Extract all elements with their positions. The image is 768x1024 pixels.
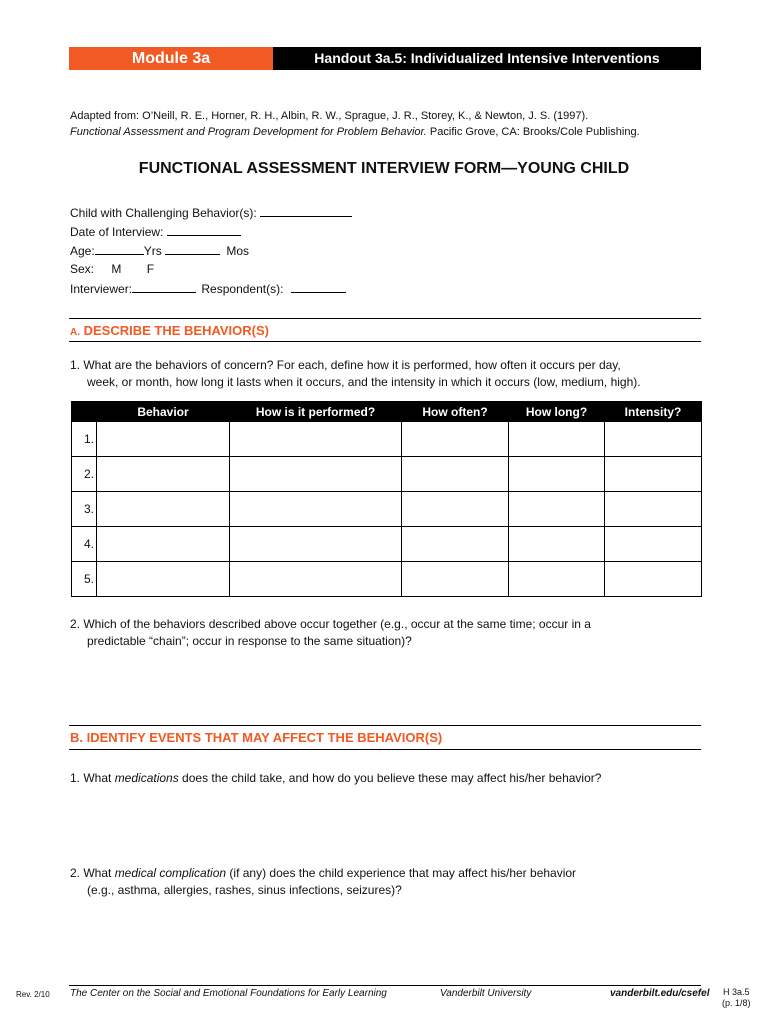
sex-label: Sex:: [70, 262, 95, 276]
age-field-row: [70, 243, 249, 258]
header-how-long: How long?: [509, 402, 605, 422]
section-a-heading: DESCRIBE THE BEHAVIOR(S): [80, 323, 269, 338]
header-intensity: Intensity?: [605, 402, 702, 422]
table-row: [72, 492, 702, 527]
header-how-performed: How is it performed?: [230, 402, 402, 422]
behavior-cell[interactable]: [97, 492, 230, 527]
question-2-line-1: 2. Which of the behaviors described above occur together (e.g., occur at the same time; occur in a: [70, 617, 591, 631]
row-number: 4.: [72, 527, 97, 562]
performed-cell[interactable]: [230, 422, 402, 457]
table-row: [72, 422, 702, 457]
handout-number: [722, 987, 751, 1009]
section-a-top-rule: [69, 318, 701, 319]
citation-book-title: Functional Assessment and Program Development for Problem Behavior.: [70, 126, 427, 138]
b-question-2-prefix: 2. What: [70, 866, 115, 880]
b-question-2-medical-complication: medical complication: [114, 866, 227, 880]
respondent-blank[interactable]: [291, 281, 346, 293]
sex-option-f[interactable]: F: [146, 262, 155, 276]
citation-publisher: Pacific Grove, CA: Brooks/Cole Publishing.: [426, 126, 640, 138]
row-number: 1.: [72, 422, 97, 457]
often-cell[interactable]: [402, 457, 509, 492]
sex-field-row: [70, 262, 154, 276]
child-label: Child with Challenging Behavior(s):: [70, 206, 257, 220]
section-a-question-2: [70, 616, 700, 650]
respondent-label: Respondent(s):: [201, 282, 284, 296]
citation-line-2: [70, 126, 640, 138]
footer-rule: [69, 985, 701, 986]
performed-cell[interactable]: [230, 527, 402, 562]
module-label: Module 3a: [69, 47, 273, 70]
child-name-blank[interactable]: [260, 205, 352, 217]
section-a-title: [70, 323, 269, 338]
section-b-question-1: [70, 770, 700, 787]
section-a-letter: A.: [70, 327, 80, 338]
footer-center-name: The Center on the Social and Emotional Foundations for Early Learning: [70, 988, 387, 999]
handout-title: Handout 3a.5: Individualized Intensive Interventions: [273, 47, 701, 70]
header-row-number: [72, 402, 97, 422]
age-months-blank[interactable]: [165, 243, 220, 255]
intensity-cell[interactable]: [605, 562, 702, 597]
age-years-blank[interactable]: [95, 243, 144, 255]
date-label: Date of Interview:: [70, 225, 164, 239]
row-number: 3.: [72, 492, 97, 527]
intensity-cell[interactable]: [605, 422, 702, 457]
age-label: Age:: [70, 244, 95, 258]
b-question-1-medications: medications: [114, 771, 179, 785]
section-a-bottom-rule: [69, 341, 701, 342]
behavior-cell[interactable]: [97, 527, 230, 562]
header-behavior: Behavior: [97, 402, 230, 422]
table-row: [72, 527, 702, 562]
behavior-cell[interactable]: [97, 457, 230, 492]
question-2-line-2: predictable “chain”; occur in response to the same situation)?: [87, 634, 412, 648]
behavior-cell[interactable]: [97, 422, 230, 457]
interviewer-blank[interactable]: [132, 281, 196, 293]
performed-cell[interactable]: [230, 457, 402, 492]
sex-option-m[interactable]: M: [111, 262, 122, 276]
behavior-table-header: [72, 402, 702, 422]
section-a-question-1: [70, 357, 700, 391]
long-cell[interactable]: [509, 457, 605, 492]
behavior-cell[interactable]: [97, 562, 230, 597]
question-1-line-1: 1. What are the behaviors of concern? For each, define how it is performed, how often it occurs per day,: [70, 358, 621, 372]
often-cell[interactable]: [402, 492, 509, 527]
section-b-question-2: [70, 865, 700, 899]
performed-cell[interactable]: [230, 492, 402, 527]
intensity-cell[interactable]: [605, 527, 702, 562]
months-label: Mos: [226, 244, 250, 258]
question-1-line-2: week, or month, how long it lasts when it occurs, and the intensity in which it occurs (low, medium, high).: [87, 375, 641, 389]
page-number: (p. 1/8): [722, 998, 751, 1008]
table-row: [72, 562, 702, 597]
often-cell[interactable]: [402, 422, 509, 457]
row-number: 2.: [72, 457, 97, 492]
section-b-top-rule: [69, 725, 701, 726]
date-field-row: [70, 224, 241, 239]
section-b-title: B. IDENTIFY EVENTS THAT MAY AFFECT THE BEHAVIOR(S): [70, 730, 443, 745]
long-cell[interactable]: [509, 527, 605, 562]
long-cell[interactable]: [509, 422, 605, 457]
b-question-1-prefix: 1. What: [70, 771, 115, 785]
footer-university: Vanderbilt University: [440, 988, 532, 999]
often-cell[interactable]: [402, 527, 509, 562]
revision-date: Rev. 2/10: [16, 990, 50, 999]
header-how-often: How often?: [402, 402, 509, 422]
long-cell[interactable]: [509, 492, 605, 527]
performed-cell[interactable]: [230, 562, 402, 597]
b-question-2-suffix: (if any) does the child experience that may affect his/her behavior: [226, 866, 577, 880]
behavior-table: [71, 401, 702, 597]
long-cell[interactable]: [509, 562, 605, 597]
b-question-1-suffix: does the child take, and how do you believe these may affect his/her behavior?: [178, 771, 602, 785]
b-question-2-line-2: (e.g., asthma, allergies, rashes, sinus infections, seizures)?: [87, 883, 402, 897]
years-label: Yrs: [143, 244, 162, 258]
table-row: [72, 457, 702, 492]
intensity-cell[interactable]: [605, 457, 702, 492]
footer-url[interactable]: vanderbilt.edu/csefel: [610, 988, 710, 999]
often-cell[interactable]: [402, 562, 509, 597]
child-field-row: [70, 205, 352, 220]
interviewer-label: Interviewer:: [70, 282, 133, 296]
row-number: 5.: [72, 562, 97, 597]
form-title: FUNCTIONAL ASSESSMENT INTERVIEW FORM—YOUNG CHILD: [138, 160, 630, 177]
section-b-bottom-rule: [69, 749, 701, 750]
date-blank[interactable]: [167, 224, 241, 236]
interviewer-field-row: [70, 281, 346, 296]
intensity-cell[interactable]: [605, 492, 702, 527]
handout-code: H 3a.5: [722, 987, 750, 997]
citation-line-1: Adapted from: O’Neill, R. E., Horner, R. H., Albin, R. W., Sprague, J. R., Storey, K., & Newton, J. S. (1997).: [70, 110, 589, 122]
